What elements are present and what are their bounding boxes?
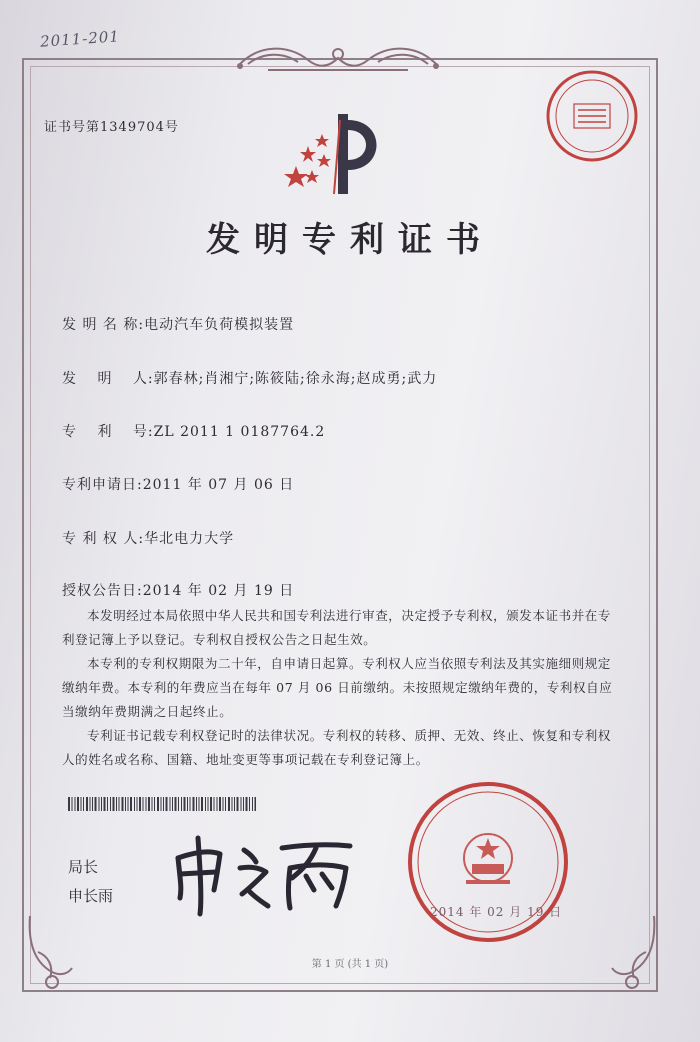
small-seal-icon <box>544 68 640 164</box>
body-paragraph: 本专利的专利权期限为二十年，自申请日起算。专利权人应当依照专利法及其实施细则规定缴纳年费。本专利的年费应当在每年 07 月 06 日前缴纳。未按照规定缴纳年费的，专利权自应当缴纳年费期满之日起终止。 <box>62 656 613 719</box>
field-value: 华北电力大学 <box>144 531 235 547</box>
signature-icon <box>170 828 360 918</box>
barcode-icon <box>68 797 256 811</box>
handwritten-note: 2011-201 <box>39 27 121 51</box>
field-label: 专 利 号: <box>62 424 154 440</box>
patent-office-logo-icon <box>282 108 392 198</box>
field-grant-date <box>62 580 294 600</box>
corner-ornament-icon <box>604 912 660 992</box>
field-label: 发 明 人: <box>62 371 154 387</box>
field-patentee <box>62 528 234 548</box>
field-label: 发 明 名 称: <box>62 317 145 333</box>
certificate-number: 证书号第1349704号 <box>44 120 179 135</box>
field-application-date <box>62 474 294 494</box>
body-paragraph: 专利证书记载专利权登记时的法律状况。专利权的转移、质押、无效、终止、恢复和专利权人的姓名或名称、国籍、地址变更等事项记载在专利登记簿上。 <box>62 728 612 767</box>
field-label: 专 利 权 人: <box>62 531 145 547</box>
field-label: 授权公告日: <box>62 583 143 599</box>
page-number: 第 1 页 (共 1 页) <box>311 959 389 970</box>
corner-ornament-icon <box>24 912 80 992</box>
field-value: 2011 年 07 月 06 日 <box>142 477 295 493</box>
field-value: 郭春林;肖湘宁;陈筱陆;徐永海;赵成勇;武力 <box>153 371 438 387</box>
top-ornament-icon <box>228 40 448 76</box>
field-patent-number <box>62 421 325 441</box>
signatory-role: 局长 <box>68 858 99 876</box>
certificate-title: 发明专利证书 <box>206 220 494 260</box>
field-invention-name <box>62 314 294 334</box>
field-value: ZL 2011 1 0187764.2 <box>153 424 326 440</box>
field-value: 2014 年 02 月 19 日 <box>142 583 295 599</box>
field-inventors <box>62 368 437 388</box>
certificate-body <box>62 604 622 772</box>
field-label: 专利申请日: <box>62 477 143 493</box>
signatory-name: 申长雨 <box>68 887 114 905</box>
field-value: 电动汽车负荷模拟装置 <box>144 317 295 333</box>
seal-date: 2014 年 02 月 19 日 <box>430 905 563 919</box>
body-paragraph: 本发明经过本局依照中华人民共和国专利法进行审查，决定授予专利权，颁发本证书并在专利登记簿上予以登记。专利权自授权公告之日起生效。 <box>62 608 612 647</box>
